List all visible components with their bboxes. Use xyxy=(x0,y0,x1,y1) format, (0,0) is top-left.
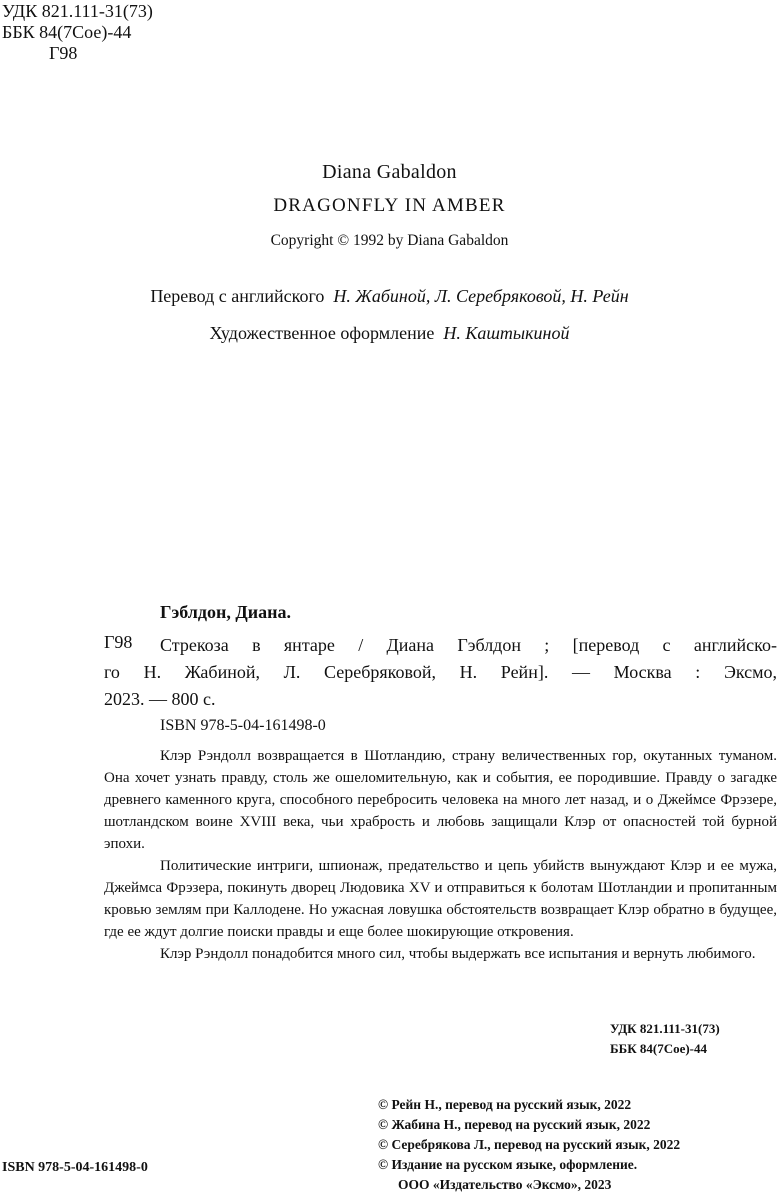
isbn: ISBN 978-5-04-161498-0 xyxy=(160,717,326,734)
translator-names: Н. Жабиной, Л. Серебряковой, Н. Рейн xyxy=(333,286,629,306)
design-credit xyxy=(0,323,779,344)
designer-name: Н. Каштыкиной xyxy=(443,323,570,343)
udk-code-bottom: УДК 821.111-31(73) xyxy=(610,1021,720,1036)
udk-code: УДК 821.111-31(73) xyxy=(2,1,153,21)
classification-bottom xyxy=(610,1019,720,1059)
copyright-notices xyxy=(378,1095,680,1195)
translation-credit xyxy=(0,286,779,307)
bibliography-line-3: 2023. — 800 с. xyxy=(104,689,216,709)
bibliography-author: Гэблдон, Диана. xyxy=(160,602,291,622)
copyright-line-4: © Издание на русском языке, оформление. xyxy=(378,1157,638,1172)
copyright-line-3: © Серебрякова Л., перевод на русский язык, 2022 xyxy=(378,1137,681,1152)
annotation-paragraph-3: Клэр Рэндолл понадобится много сил, чтобы выдержать все испытания и вернуть любимого. xyxy=(160,946,756,962)
original-title: DRAGONFLY IN AMBER xyxy=(273,195,506,216)
bbk-code: ББК 84(7Сое)-44 xyxy=(2,22,132,42)
classification-block xyxy=(2,1,153,64)
copyright-line-2: © Жабина Н., перевод на русский язык, 2022 xyxy=(378,1117,651,1132)
translation-label: Перевод с английского xyxy=(150,286,325,306)
bibliography-description xyxy=(104,632,777,713)
bibliography-line-1: Стрекоза в янтаре / Диана Гэблдон ; [перевод с английско- xyxy=(160,635,777,655)
original-author: Diana Gabaldon xyxy=(322,161,457,183)
bibliography-code: Г98 xyxy=(104,632,133,652)
copyright-line-1: © Рейн Н., перевод на русский язык, 2022 xyxy=(378,1097,632,1112)
design-label: Художественное оформление xyxy=(209,323,435,343)
annotation xyxy=(104,745,777,965)
bibliography-line-2: го Н. Жабиной, Л. Серебряковой, Н. Рейн]. — Москва : Эксмо, xyxy=(104,662,777,682)
annotation-paragraph-1: Клэр Рэндолл возвращается в Шотландию, страну величественных гор, окутанных туманом. Она хочет узнать правду, столь же ошеломительную, как и события, ее породившие. Правду о загадке древнего каменного круга, способного перебросить человека на много лет назад, и о Джеймсе Фрэзере, шотландском воине XVIII века, чьи храбрость и любовь защищали Клэр от опасностей той бурной эпохи. xyxy=(104,748,777,852)
author-mark: Г98 xyxy=(49,43,78,63)
annotation-paragraph-2: Политические интриги, шпионаж, предательство и цепь убийств вынуждают Клэр и ее мужа, Джеймса Фрэзера, покинуть дворец Людовика XV и отправиться к болотам Шотландии и пропитанным кровью землям при Каллодене. Но ужасная ловушка обстоятельств возвращает Клэр обратно в будущее, где ее ждут долгие поиски правды и еще более шокирующие откровения. xyxy=(104,858,777,940)
isbn-bottom: ISBN 978-5-04-161498-0 xyxy=(2,1160,148,1175)
copyright-line-5: ООО «Издательство «Эксмо», 2023 xyxy=(398,1177,612,1192)
bbk-code-bottom: ББК 84(7Сое)-44 xyxy=(610,1041,708,1056)
original-copyright: Copyright © 1992 by Diana Gabaldon xyxy=(270,232,509,249)
